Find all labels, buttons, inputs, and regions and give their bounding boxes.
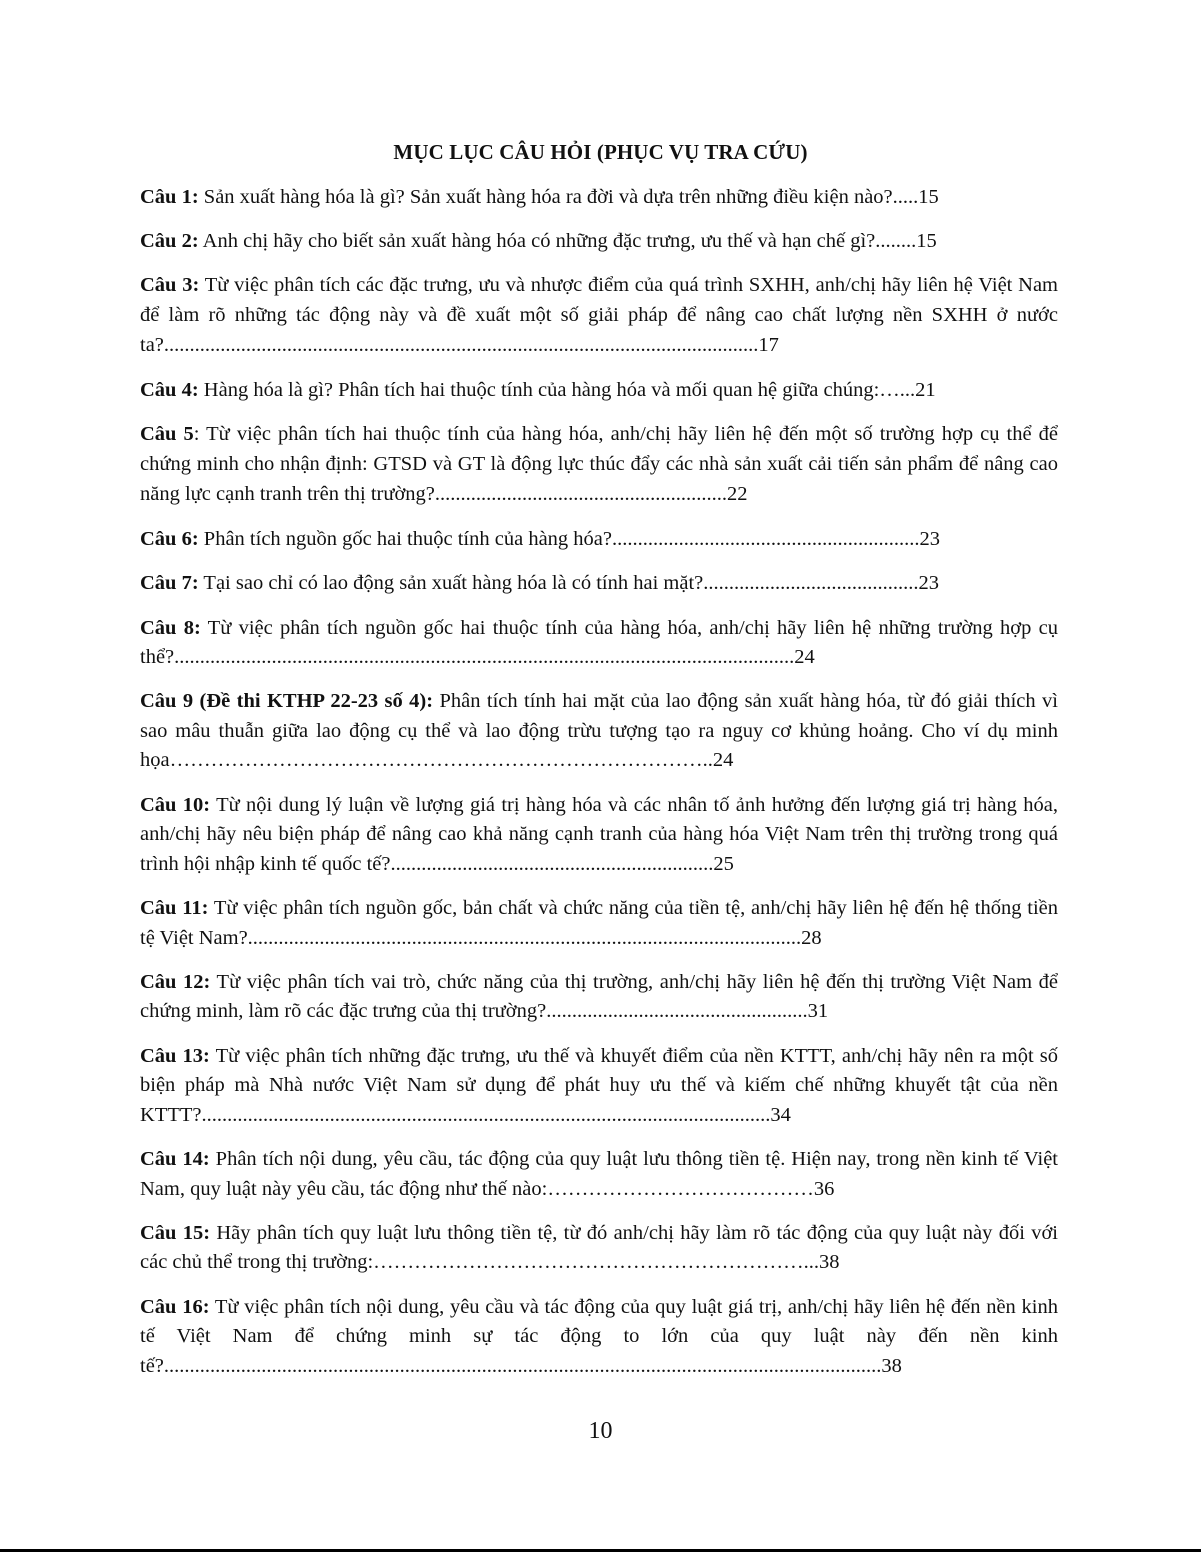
toc-entry-5[interactable] [140,420,1058,509]
toc-entry-lead: Câu 8: [140,616,201,639]
toc-entry-6[interactable] [140,525,1058,555]
page-number: 10 [588,1418,613,1444]
toc-entry-text: Từ việc phân tích những đặc trưng, ưu thế và khuyết điểm của nền KTTT, anh/chị hãy nên ra một số biện pháp mà Nhà nước Việt Nam sử dụng để phát huy ưu thế và kiếm chế những khuyết tật của nền KTTT?...............................................................................................................34 [140,1044,1058,1126]
toc-entry-9[interactable] [140,687,1058,776]
toc-entry-14[interactable] [140,1145,1058,1204]
toc-entry-text: : Từ việc phân tích hai thuộc tính của hàng hóa, anh/chị hãy liên hệ đến một số trường hợp cụ thể để chứng minh cho nhận định: GTSD và GT là động lực thúc đẩy các nhà sản xuất cải tiến sản phẩm để nâng cao năng lực cạnh tranh trên thị trường?.........................................................22 [140,423,1058,505]
toc-entry-13[interactable] [140,1042,1058,1131]
toc-entry-2[interactable] [140,227,1058,257]
toc-entry-lead: Câu 16: [140,1295,210,1318]
toc-entry-lead: Câu 6: [140,528,199,551]
toc-entry-16[interactable] [140,1293,1058,1382]
toc-entry-text: Hãy phân tích quy luật lưu thông tiền tệ, từ đó anh/chị hãy làm rõ tác động của quy luật này đối với các chủ thể trong thị trường:………………………………………………………...38 [140,1221,1058,1274]
toc-entry-lead: Câu 10: [140,793,211,816]
toc-entry-lead: Câu 12: [140,970,211,993]
toc-entry-lead: Câu 7: [140,572,199,595]
toc-entry-lead: Câu 11: [140,897,209,920]
toc-entry-text: Hàng hóa là gì? Phân tích hai thuộc tính của hàng hóa và mối quan hệ giữa chúng:…...21 [198,379,936,402]
toc-entry-15[interactable] [140,1219,1058,1278]
toc-entry-text: Sản xuất hàng hóa là gì? Sản xuất hàng hóa ra đời và dựa trên những điều kiện nào?.....15 [198,186,939,208]
toc-entry-12[interactable] [140,968,1058,1027]
toc-entry-text: Tại sao chỉ có lao động sản xuất hàng hóa là có tính hai mặt?..........................................23 [198,572,939,595]
toc-entry-7[interactable] [140,569,1058,599]
toc-entry-1[interactable] [140,183,1058,213]
toc-entry-lead: Câu 1: [140,186,199,208]
toc-entry-lead: Câu 2: [140,230,199,253]
toc-entry-lead: Câu 15: [140,1221,211,1244]
page-title: MỤC LỤC CÂU HỎI (PHỤC VỤ TRA CỨU) [393,140,808,164]
page-bottom-divider [0,1549,1201,1552]
toc-entry-text: Phân tích tính hai mặt của lao động sản xuất hàng hóa, từ đó giải thích vì sao mâu thuẫn giữa lao động cụ thể và lao động trừu tượng tạo ra nguy cơ khủng hoảng. Cho ví dụ minh họa……………………………………………………………………..24 [140,690,1058,772]
toc-entry-text: Anh chị hãy cho biết sản xuất hàng hóa có những đặc trưng, ưu thế và hạn chế gì?........15 [198,230,937,253]
toc-entry-lead: Câu 13: [140,1044,210,1067]
toc-entry-10[interactable] [140,791,1058,880]
toc-entry-lead: Câu 9 (Đề thi KTHP 22-23 số 4): [140,690,434,713]
toc-entry-text: Từ việc phân tích vai trò, chức năng của thị trường, anh/chị hãy liên hệ đến thị trường Việt Nam để chứng minh, làm rõ các đặc trưng của thị trường?...................................................31 [140,970,1058,1023]
toc-entry-text: Phân tích nội dung, yêu cầu, tác động của quy luật lưu thông tiền tệ. Hiện nay, trong nền kinh tế Việt Nam, quy luật này yêu cầu, tác động như thế nào:…………………………………36 [140,1147,1058,1200]
toc-entry-3[interactable] [140,271,1058,360]
toc-entry-lead: Câu 3: [140,274,200,297]
toc-entry-text: Từ việc phân tích nguồn gốc hai thuộc tính của hàng hóa, anh/chị hãy liên hệ những trường hợp cụ thể?.........................................................................................................................24 [140,616,1058,669]
toc-entry-lead: Câu 4: [140,379,199,402]
table-of-contents [140,183,1058,1396]
toc-entry-text: Phân tích nguồn gốc hai thuộc tính của hàng hóa?............................................................23 [198,528,940,551]
toc-entry-text: Từ nội dung lý luận về lượng giá trị hàng hóa và các nhân tố ảnh hưởng đến lượng giá trị hàng hóa, anh/chị hãy nêu biện pháp để nâng cao khả năng cạnh tranh của hàng hóa Việt Nam trên thị trường trong quá trình hội nhập kinh tế quốc tế?...............................................................25 [140,793,1058,875]
toc-entry-text: Từ việc phân tích nguồn gốc, bản chất và chức năng của tiền tệ, anh/chị hãy liên hệ đến hệ thống tiền tệ Việt Nam?............................................................................................................28 [140,897,1058,949]
toc-entry-11[interactable] [140,894,1058,953]
toc-entry-text: Từ việc phân tích các đặc trưng, ưu và nhược điểm của quá trình SXHH, anh/chị hãy liên hệ Việt Nam để làm rõ những tác động này và đề xuất một số giải pháp để nâng cao chất lượng nền SXHH ở nước ta?....................................................................................................................17 [140,274,1058,356]
toc-entry-8[interactable] [140,614,1058,673]
toc-entry-4[interactable] [140,376,1058,406]
toc-entry-text: Từ việc phân tích nội dung, yêu cầu và tác động của quy luật giá trị, anh/chị hãy liên hệ đến nền kinh tế Việt Nam để chứng minh sự tác động to lớn của quy luật này đến nền kinh tế?............................................................................................................................................38 [140,1295,1058,1377]
toc-entry-lead: Câu 14: [140,1147,210,1170]
toc-entry-lead: Câu 5 [140,423,194,446]
